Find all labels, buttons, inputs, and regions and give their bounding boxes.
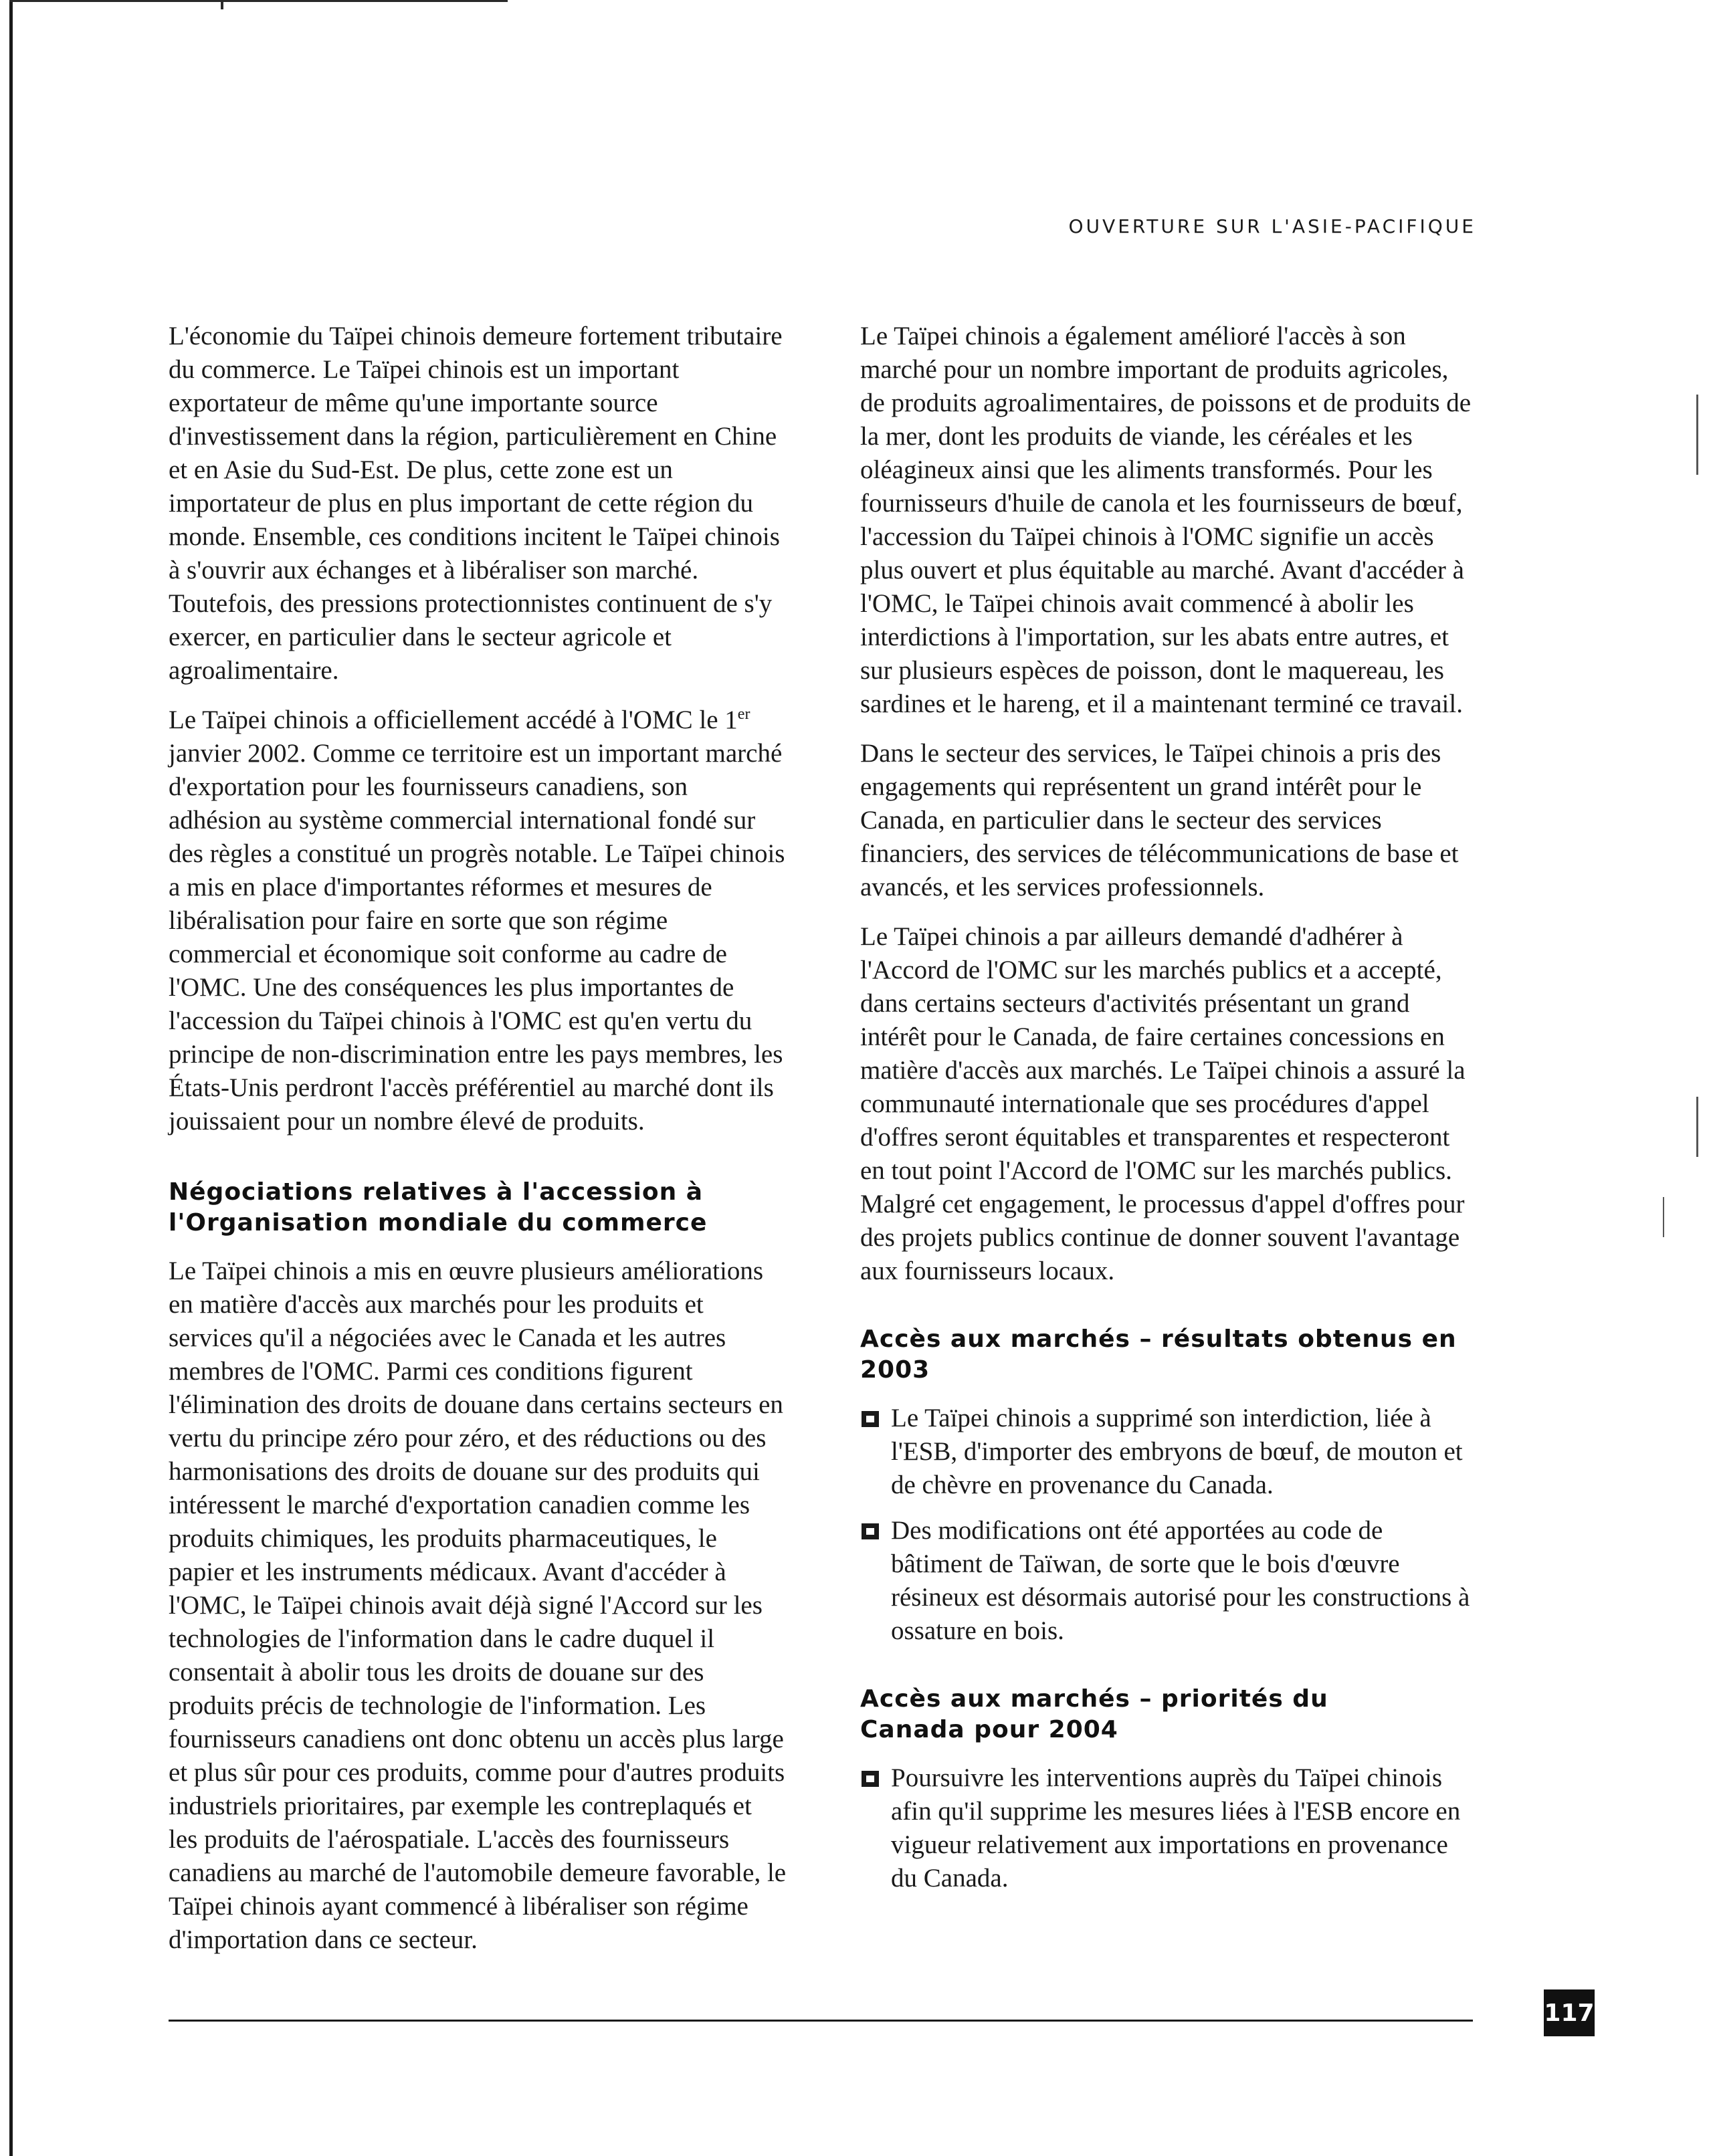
paragraph: Le Taïpei chinois a par ailleurs demandé d'adhérer à l'Accord de l'OMC sur les marchés publics et a accepté, dans certains secteurs d'activités présentant un grand intérêt pour le Canada, de faire certaines concessions en matière d'accès aux marchés. Le Taïpei chinois a assuré la communauté internationale que ses procédures d'appel d'offres seront équitables et transparentes et respecteront en tout point l'Accord de l'OMC sur les marchés publics. Malgré cet engagement, le processus d'appel d'offres pour des projets publics continue de donner souvent l'avantage aux fournisseurs locaux.	[860, 922, 1466, 1285]
footer-rule	[169, 2020, 1473, 2022]
running-head: OUVERTURE SUR L'ASIE-PACIFIQUE	[1068, 215, 1476, 237]
scan-margin-mark	[1696, 1097, 1698, 1157]
section-heading-accession: Négociations relatives à l'accession à l'Organisation mondiale du commerce	[169, 1178, 708, 1236]
list-item: Le Taïpei chinois a supprimé son interdiction, liée à l'ESB, d'importer des embryons de bœuf, de mouton et de chèvre en provenance du Canada.	[860, 1402, 1476, 1502]
list-item: Des modifications ont été apportées au code de bâtiment de Taïwan, de sorte que le bois d'œuvre résineux est désormais autorisé pour les constructions à ossature en bois.	[860, 1514, 1476, 1648]
bullet-list-2003	[860, 1402, 1476, 1648]
list-item: Poursuivre les interventions auprès du Taïpei chinois afin qu'il supprime les mesures liées à l'ESB encore en vigueur relativement aux importations en provenance du Canada.	[860, 1761, 1476, 1895]
bullet-list-2004	[860, 1761, 1476, 1895]
right-column	[860, 320, 1476, 1895]
paragraph: Dans le secteur des services, le Taïpei chinois a pris des engagements qui représentent un grand intérêt pour le Canada, en particulier dans le secteur des services financiers, des services de télécommunications de base et avancés, et les services professionnels.	[860, 739, 1459, 901]
paragraph: Le Taïpei chinois a officiellement accédé à l'OMC le 1er janvier 2002. Comme ce territoire est un important marché d'exportation pour les fournisseurs canadiens, son adhésion au système commercial international fondé sur des règles a constitué un progrès notable. Le Taïpei chinois a mis en place d'importantes réformes et mesures de libéralisation pour faire en sorte que son régime commercial et économique soit conforme au cadre de l'OMC. Une des conséquences les plus importantes de l'accession du Taïpei chinois à l'OMC est qu'en vertu du principe de non-discrimination entre les pays membres, les États-Unis perdront l'accès préférentiel au marché dont ils jouissaient pour un nombre élevé de produits.	[169, 706, 785, 1136]
square-bullet-icon	[862, 1411, 879, 1427]
square-bullet-icon	[862, 1771, 879, 1787]
section-heading-results-2003: Accès aux marchés – résultats obtenus en 2003	[860, 1325, 1457, 1384]
scan-tick-mark	[221, 0, 223, 9]
scan-edge-left	[9, 0, 13, 2156]
paragraph: L'économie du Taïpei chinois demeure fortement tributaire du commerce. Le Taïpei chinois est un important exportateur de même qu'une importante source d'investissement dans la région, particulièrement en Chine et en Asie du Sud-Est. De plus, cette zone est un importateur de plus en plus important de cette région du monde. Ensemble, ces conditions incitent le Taïpei chinois à s'ouvrir aux échanges et à libéraliser son marché. Toutefois, des pressions protectionnistes continuent de s'y exercer, en particulier dans le secteur agricole et agroalimentaire.	[169, 322, 783, 685]
section-heading-priorities-2004: Accès aux marchés – priorités du Canada pour 2004	[860, 1685, 1328, 1743]
left-column	[169, 320, 787, 1957]
paragraph: Le Taïpei chinois a mis en œuvre plusieurs améliorations en matière d'accès aux marchés pour les produits et services qu'il a négociées avec le Canada et les autres membres de l'OMC. Parmi ces conditions figurent l'élimination des droits de douane dans certains secteurs en vertu du principe zéro pour zéro, et des réductions ou des harmonisations des droits de douane sur des produits qui intéressent le marché d'exportation canadien comme les produits chimiques, les produits pharmaceutiques, le papier et les instruments médicaux. Avant d'accéder à l'OMC, le Taïpei chinois avait déjà signé l'Accord sur les technologies de l'information dans le cadre duquel il consentait à abolir tous les droits de douane sur des produits précis de technologie de l'information. Les fournisseurs canadiens ont donc obtenu un accès plus large et plus sûr pour ces produits, comme pour d'autres produits industriels prioritaires, par exemple les contreplaqués et les produits de l'aérospatiale. L'accès des fournisseurs canadiens au marché de l'automobile demeure favorable, le Taïpei chinois ayant commencé à libéraliser son régime d'importation dans ce secteur.	[169, 1257, 787, 1954]
square-bullet-icon	[862, 1523, 879, 1539]
scan-margin-mark	[1696, 395, 1698, 475]
scan-margin-mark	[1663, 1197, 1664, 1237]
scan-edge-top	[9, 0, 508, 2]
paragraph: Le Taïpei chinois a également amélioré l'accès à son marché pour un nombre important de produits agricoles, de produits agroalimentaires, de poissons et de produits de la mer, dont les produits de viande, les céréales et les oléagineux ainsi que les aliments transformés. Pour les fournisseurs d'huile de canola et les fournisseurs de bœuf, l'accession du Taïpei chinois à l'OMC signifie un accès plus ouvert et plus équitable au marché. Avant d'accéder à l'OMC, le Taïpei chinois avait commencé à abolir les interdictions à l'importation, sur les abats entre autres, et sur plusieurs espèces de poisson, dont le maquereau, les sardines et le hareng, et il a maintenant terminé ce travail.	[860, 322, 1472, 718]
page-number: 117	[1544, 1989, 1595, 2036]
